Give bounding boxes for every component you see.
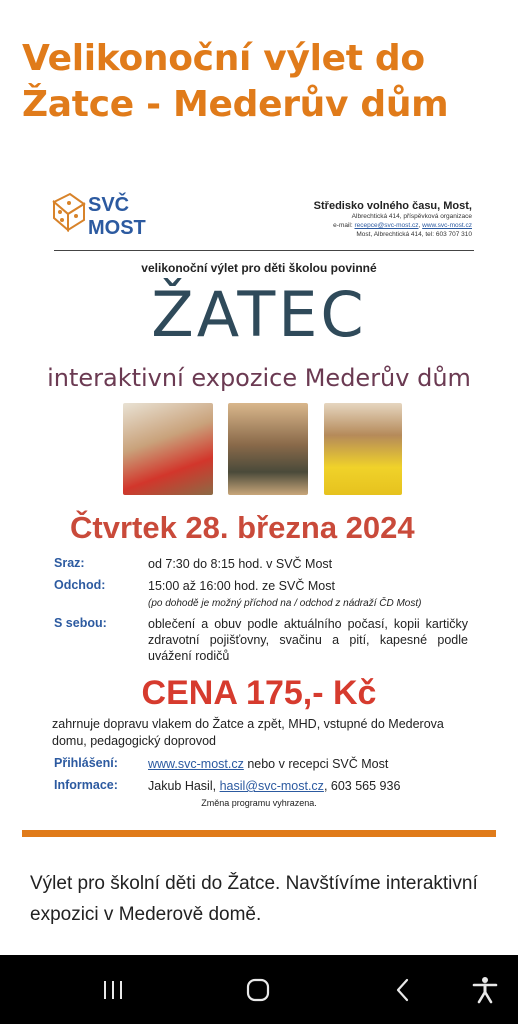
- photo-child-cowboy-hat: [123, 403, 213, 495]
- sraz-label: Sraz:: [54, 556, 85, 570]
- photo-costumed-guide: [228, 403, 308, 495]
- contact-email-link[interactable]: hasil@svc-most.cz: [219, 779, 324, 793]
- org-phone-line: Most, Albrechtická 414, tel: 603 707 310: [356, 231, 472, 238]
- event-date: Čtvrtek 28. března 2024: [70, 510, 415, 545]
- svc-logo: [50, 188, 190, 244]
- org-contact: [314, 200, 472, 239]
- home-icon: [245, 977, 271, 1003]
- photo-child-yellow-costume: [324, 403, 402, 495]
- org-email-label: e-mail:: [333, 222, 353, 229]
- back-button[interactable]: [373, 955, 433, 1024]
- org-address: Albrechtická 414, příspěvková organizace: [351, 213, 472, 220]
- registration-link[interactable]: www.svc-most.cz: [148, 757, 244, 771]
- change-note: Změna programu vyhrazena.: [201, 798, 317, 808]
- back-icon: [393, 977, 413, 1003]
- org-email-link[interactable]: recepce@svc-most.cz: [354, 222, 419, 229]
- android-navigation-bar: [0, 955, 518, 1024]
- divider: [54, 250, 474, 251]
- accessibility-icon: [472, 976, 498, 1004]
- event-poster-image[interactable]: [28, 160, 490, 828]
- accessibility-button[interactable]: [455, 955, 515, 1024]
- page-title: Velikonoční výlet do Žatce - Mederův dům: [22, 38, 449, 125]
- recent-apps-icon: [101, 979, 125, 1001]
- logo-text: SVČ MOST: [88, 194, 146, 239]
- prihlaseni-label: Přihlášení:: [54, 756, 118, 770]
- odchod-note: (po dohodě je možný příchod na / odchod z nádraží ČD Most): [148, 598, 422, 609]
- poster-subtitle: velikonoční výlet pro děti školou povinné: [141, 261, 377, 275]
- poster-exposition: interaktivní expozice Mederův dům: [47, 364, 471, 392]
- org-name: Středisko volného času, Most,: [313, 200, 472, 212]
- contact-phone: , 603 565 936: [323, 779, 401, 793]
- price: CENA 175,- Kč: [141, 674, 377, 712]
- sebou-label: S sebou:: [54, 616, 107, 630]
- article-caption: Výlet pro školní děti do Žatce. Navštívíme interaktivní expozici v Mederově domě.: [30, 873, 478, 925]
- recent-apps-button[interactable]: [83, 955, 143, 1024]
- sraz-value: od 7:30 do 8:15 hod. v SVČ Most: [148, 557, 333, 571]
- orange-divider: [22, 830, 496, 837]
- poster-city-title: ŽATEC: [151, 278, 367, 351]
- org-web-link[interactable]: www.svc-most.cz: [422, 222, 472, 229]
- informace-value: [148, 778, 468, 794]
- org-email-line: e-mail: recepce@svc-most.cz, www.svc-most.cz: [333, 222, 472, 229]
- informace-label: Informace:: [54, 778, 118, 792]
- odchod-value: 15:00 až 16:00 hod. ze SVČ Most: [148, 579, 335, 593]
- odchod-label: Odchod:: [54, 578, 106, 592]
- price-description: zahrnuje dopravu vlakem do Žatce a zpět, MHD, vstupné do Mederova domu, pedagogický doprovod: [52, 717, 444, 748]
- contact-name: Jakub Hasil,: [148, 779, 220, 793]
- prihlaseni-value: [148, 756, 468, 772]
- sebou-value: oblečení a obuv podle aktuálního počasí, kopii kartičky zdravotní pojišťovny, svačinu a pití, kapesné podle uvážení rodičů: [148, 617, 468, 663]
- dice-icon: [50, 188, 86, 232]
- home-button[interactable]: [228, 955, 288, 1024]
- registration-rest: nebo v recepci SVČ Most: [243, 757, 389, 771]
